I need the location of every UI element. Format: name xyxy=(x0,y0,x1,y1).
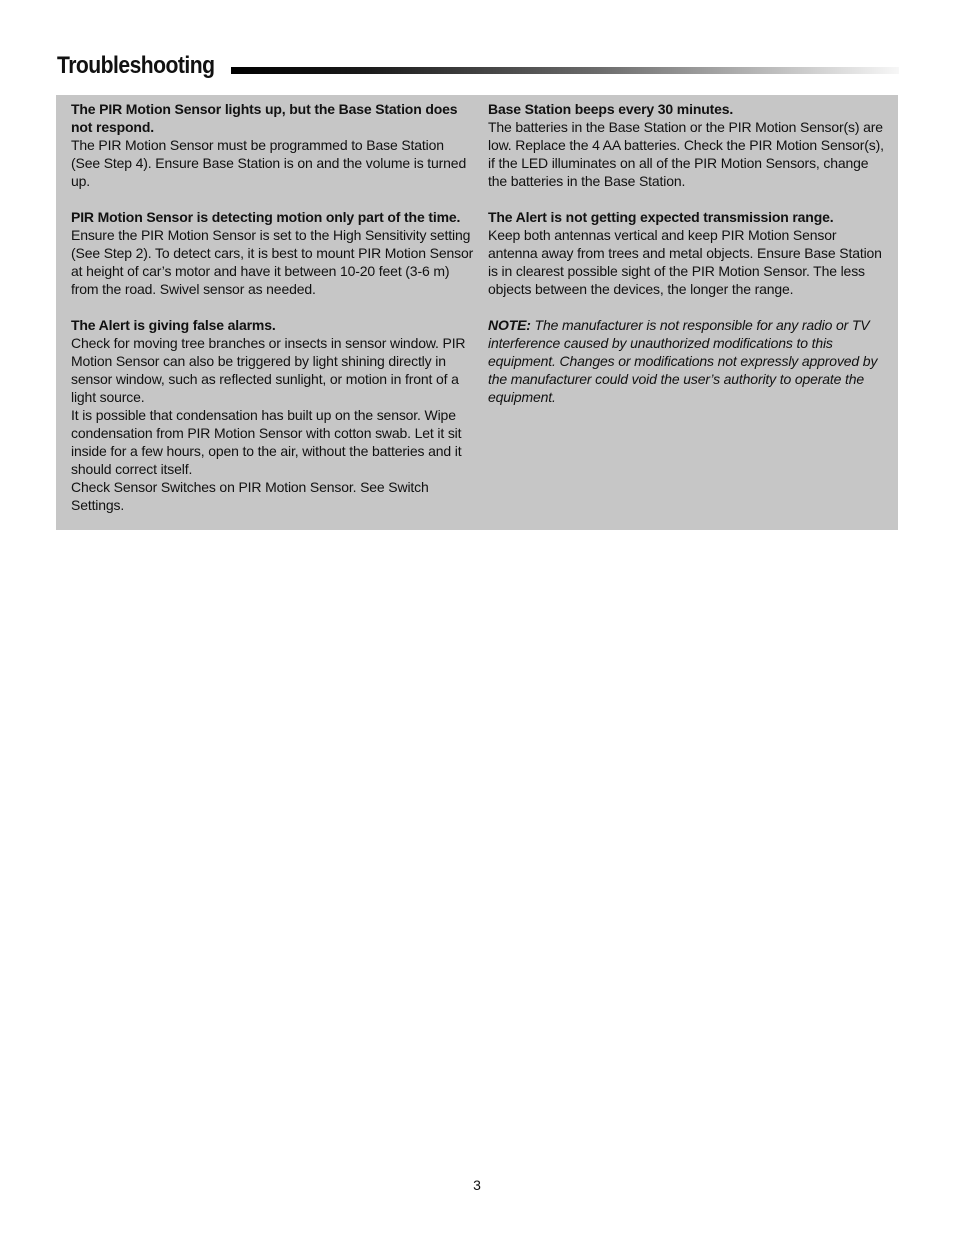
troubleshooting-item xyxy=(71,316,476,514)
page-title: Troubleshooting xyxy=(57,52,215,79)
item-heading: PIR Motion Sensor is detecting motion only part of the time. xyxy=(71,209,461,225)
troubleshooting-panel xyxy=(56,95,898,530)
troubleshooting-item xyxy=(488,208,888,298)
item-body: Check for moving tree branches or insects in sensor window. PIR Motion Sensor can also be triggered by light shining directly in sensor window, such as reflected sunlight, or motion in front of a light source. xyxy=(71,335,466,405)
item-heading: Base Station beeps every 30 minutes. xyxy=(488,101,734,117)
troubleshooting-item xyxy=(488,100,888,190)
fcc-note xyxy=(488,316,888,406)
note-label: NOTE: xyxy=(488,317,535,333)
title-rule xyxy=(231,67,899,74)
item-body: Ensure the PIR Motion Sensor is set to the High Sensitivity setting (See Step 2). To detect cars, it is best to mount PIR Motion Sensor at height of car’s motor and have it between 10-20 feet (3-6 m) from the road. Swivel sensor as needed. xyxy=(71,227,474,297)
item-body: Keep both antennas vertical and keep PIR Motion Sensor antenna away from trees and metal objects. Ensure Base Station is in clearest possible sight of the PIR Motion Sensor. The less objects between the devices, the longer the range. xyxy=(488,227,882,297)
item-heading: The PIR Motion Sensor lights up, but the Base Station does not respond. xyxy=(71,101,458,135)
item-heading: The Alert is giving false alarms. xyxy=(71,317,276,333)
item-body: Check Sensor Switches on PIR Motion Sensor. See Switch Settings. xyxy=(71,479,429,513)
item-heading: The Alert is not getting expected transmission range. xyxy=(488,209,834,225)
troubleshooting-item xyxy=(71,100,476,190)
left-column xyxy=(71,100,476,532)
troubleshooting-item xyxy=(71,208,476,298)
page-header xyxy=(57,52,899,86)
right-column xyxy=(488,100,888,424)
item-body: The PIR Motion Sensor must be programmed to Base Station (See Step 4). Ensure Base Station is on and the volume is turned up. xyxy=(71,137,467,189)
note-text: The manufacturer is not responsible for any radio or TV interference caused by unauthorized modifications to this equipment. Changes or modifications not expressly approved by the manufacturer could void the user’s authority to operate the equipment. xyxy=(488,317,878,405)
item-body: The batteries in the Base Station or the PIR Motion Sensor(s) are low. Replace the 4 AA batteries. Check the PIR Motion Sensor(s), if the LED illuminates on all of the PIR Motion Sensors, change the batteries in the Base Station. xyxy=(488,119,884,189)
page-number: 3 xyxy=(473,1177,481,1193)
item-body: It is possible that condensation has built up on the sensor. Wipe condensation from PIR Motion Sensor with cotton swab. Let it sit inside for a few hours, open to the air, without the batteries and it should correct itself. xyxy=(71,407,462,477)
